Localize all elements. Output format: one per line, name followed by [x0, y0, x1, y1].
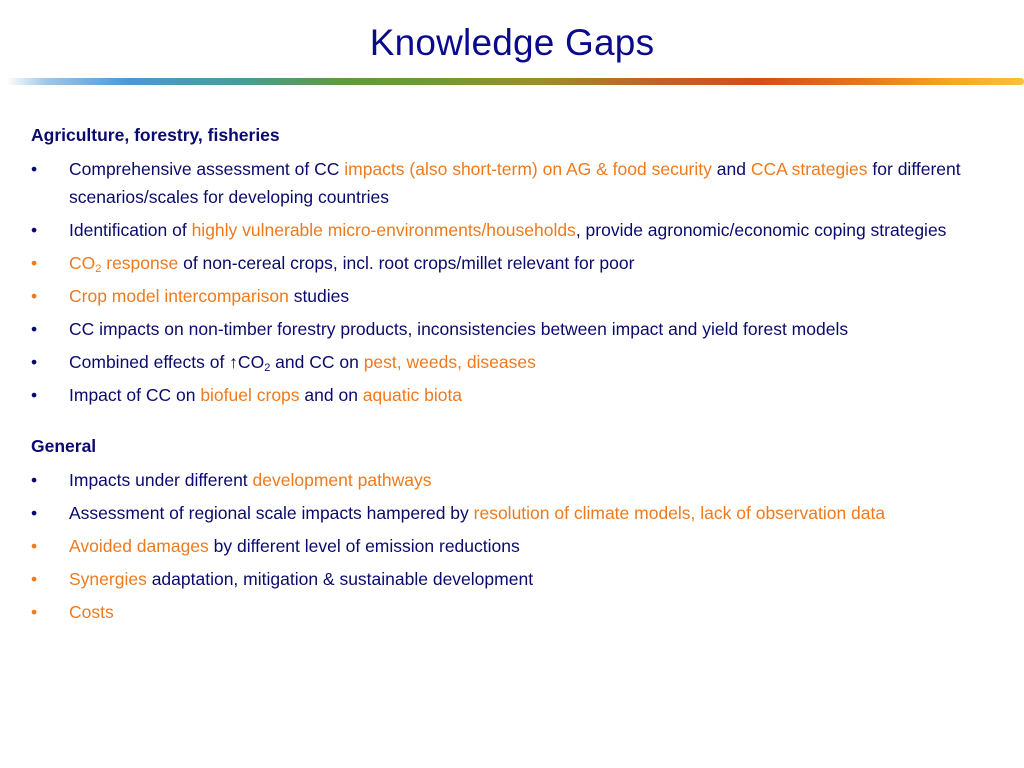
- bullet-text: [69, 565, 1016, 593]
- bullet-text: [69, 348, 1016, 376]
- bullet-item: [31, 155, 1016, 211]
- highlighted-segment: development pathways: [252, 470, 432, 490]
- bullet-text: [69, 466, 1016, 494]
- section-heading-general: General: [31, 436, 97, 456]
- section-spacer: [31, 414, 1016, 432]
- highlighted-segment: impacts (also short-term) on AG & food security: [344, 159, 712, 179]
- text-segment: adaptation, mitigation & sustainable development: [146, 569, 534, 589]
- highlighted-segment: resolution of climate models, lack of observation data: [473, 503, 886, 523]
- bullet-marker: •: [31, 385, 38, 405]
- subscript: 2: [264, 362, 271, 374]
- text-segment: Identification of: [69, 220, 192, 240]
- highlighted-segment: Avoided damages: [69, 536, 209, 556]
- bullet-text: [69, 598, 1016, 626]
- bullet-item: [31, 216, 1016, 244]
- text-segment: and: [711, 159, 751, 179]
- bullet-item: [31, 598, 1016, 626]
- text-segment: CC impacts on non-timber forestry products, inconsistencies between impact and yield forest models: [69, 319, 849, 339]
- bullet-item: [31, 282, 1016, 310]
- section-heading-agriculture: Agriculture, forestry, fisheries: [31, 125, 280, 145]
- bullet-marker: •: [31, 569, 38, 589]
- text-segment: , provide agronomic/economic coping strategies: [575, 220, 947, 240]
- text-segment: Combined effects of ↑CO: [69, 352, 265, 372]
- bullet-marker: •: [31, 253, 38, 273]
- text-segment: of non-cereal crops, incl. root crops/millet relevant for poor: [178, 253, 635, 273]
- bullet-text: [69, 216, 1016, 244]
- highlighted-segment: CCA strategies: [750, 159, 868, 179]
- bullet-text: [69, 282, 1016, 310]
- text-segment: and CC on: [270, 352, 364, 372]
- bullet-marker: •: [31, 503, 38, 523]
- bullet-marker: •: [31, 602, 38, 622]
- bullet-item: [31, 565, 1016, 593]
- bullet-marker: •: [31, 536, 38, 556]
- slide-body: [31, 121, 1016, 631]
- highlighted-segment: pest, weeds, diseases: [363, 352, 536, 372]
- bullet-item: [31, 348, 1016, 376]
- bullet-item: [31, 466, 1016, 494]
- bullet-text: [69, 315, 1016, 343]
- highlighted-segment: Crop model intercomparison: [69, 286, 289, 306]
- bullet-item: [31, 532, 1016, 560]
- bullet-text: [69, 381, 1016, 409]
- bullet-item: [31, 499, 1016, 527]
- bullet-text: [69, 532, 1016, 560]
- bullet-marker: •: [31, 159, 38, 179]
- text-segment: Impact of CC on: [69, 385, 201, 405]
- bullet-text: [69, 499, 1016, 527]
- highlighted-segment: CO: [69, 253, 96, 273]
- highlighted-segment: Synergies: [69, 569, 147, 589]
- highlighted-segment: highly vulnerable micro-environments/households: [191, 220, 576, 240]
- bullet-text: [69, 155, 1016, 211]
- bullet-item: [31, 315, 1016, 343]
- highlighted-segment: aquatic biota: [362, 385, 463, 405]
- bullet-marker: •: [31, 470, 38, 490]
- text-segment: for different scenarios/scales for developing countries: [69, 159, 961, 207]
- text-segment: Assessment of regional scale impacts hampered by: [69, 503, 474, 523]
- text-segment: and on: [299, 385, 363, 405]
- bullet-text: [69, 249, 1016, 277]
- highlighted-segment: Costs: [69, 602, 114, 622]
- text-segment: by different level of emission reductions: [208, 536, 520, 556]
- bullet-marker: •: [31, 319, 38, 339]
- text-segment: Impacts under different: [69, 470, 253, 490]
- bullet-marker: •: [31, 220, 38, 240]
- bullet-item: [31, 381, 1016, 409]
- highlighted-segment: response: [101, 253, 179, 273]
- subscript: 2: [95, 263, 102, 275]
- text-segment: studies: [288, 286, 350, 306]
- slide-title: Knowledge Gaps: [369, 22, 655, 63]
- title-gradient-divider: [6, 78, 1024, 85]
- highlighted-segment: biofuel crops: [200, 385, 300, 405]
- bullet-marker: •: [31, 286, 38, 306]
- bullet-marker: •: [31, 352, 38, 372]
- text-segment: Comprehensive assessment of CC: [69, 159, 345, 179]
- bullet-item: [31, 249, 1016, 277]
